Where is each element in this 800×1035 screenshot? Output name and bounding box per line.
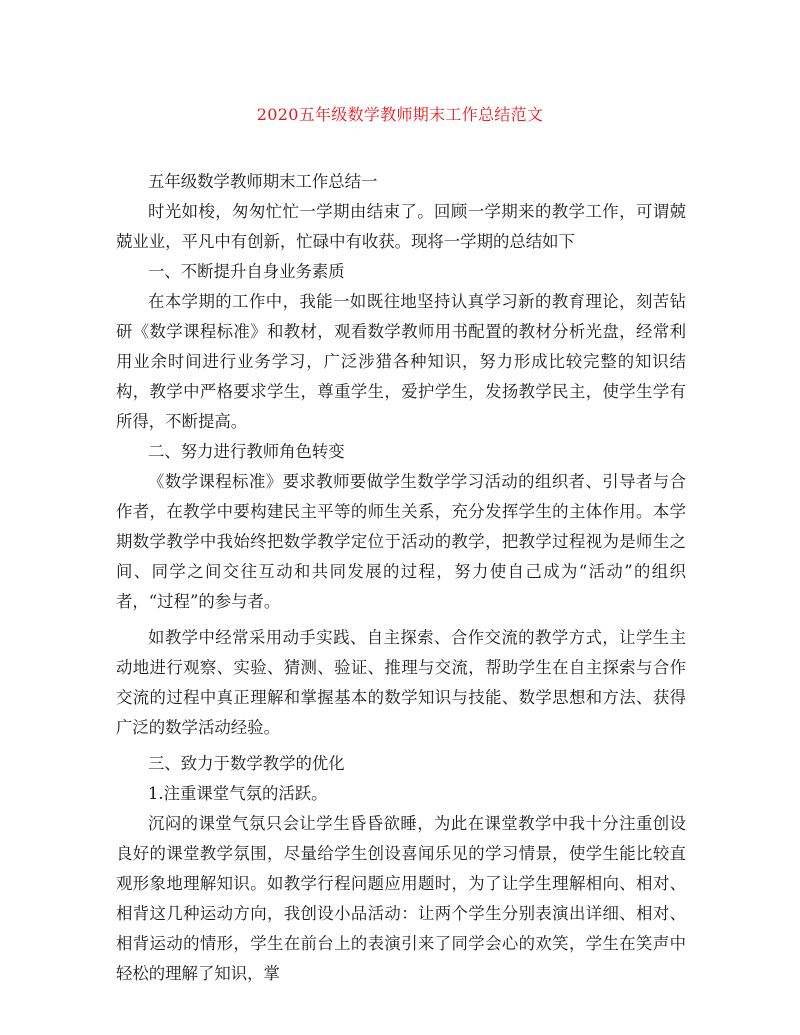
paragraph-section-2-example: 如教学中经常采用动手实践、自主探索、合作交流的教学方式，让学生主动地进行观察、实验、猜测、验证、推理与交流，帮助学生在自主探索与合作交流的过程中真正理解和掌握基本的数学知识与技能、数学思想和方法、获得广泛的数学活动经验。 (116, 628, 686, 737)
paragraph-section-1: 在本学期的工作中，我能一如既往地坚持认真学习新的教育理论，刻苦钻研《数学课程标准》和教材，观看数学教师用书配置的教材分析光盘，经常利用业余时间进行业务学习，广泛涉猎各种知识，努力形成比较完整的知识结构，教学中严格要求学生，尊重学生，爱护学生，发扬教学民主，使学生学有所得，不断提高。 (116, 292, 686, 431)
paragraph-section-3-1: 沉闷的课堂气氛只会让学生昏昏欲睡，为此在课堂教学中我十分注重创设良好的课堂教学氛围，尽量给学生创设喜闻乐见的学习情景，使学生能比较直观形象地理解知识。如教学行程问题应用题时，为了让学生理解相向、相对、相背这几种运动方向，我创设小品活动：让两个学生分别表演出详细、相对、相背运动的情形，学生在前台上的表演引来了同学会心的欢笑，学生在笑声中轻松的理解了知识，掌 (116, 814, 686, 983)
section-heading-summary: 五年级数学教师期末工作总结一 (148, 172, 378, 191)
subsection-heading-3-1: 1.注重课堂气氛的活跃。 (148, 784, 328, 803)
section-heading-1: 一、不断提升自身业务素质 (148, 262, 345, 281)
section-heading-3: 三、致力于数学教学的优化 (148, 754, 345, 773)
document-title: 2020五年级数学教师期末工作总结范文 (256, 105, 544, 124)
paragraph-section-2: 《数学课程标准》要求教师要做学生数学学习活动的组织者、引导者与合作者，在教学中要构建民主平等的师生关系，充分发挥学生的主体作用。本学期数学教学中我始终把数学教学定位于活动的教学，把教学过程视为是师生之间、同学之间交往互动和共同发展的过程，努力使自己成为“活动”的组织者，“过程”的参与者。 (116, 472, 686, 611)
document-body (116, 167, 686, 989)
paragraph-intro: 时光如梭，匆匆忙忙一学期由结束了。回顾一学期来的教学工作，可谓兢兢业业，平凡中有创新，忙碌中有收获。现将一学期的总结如下 (116, 202, 686, 251)
section-heading-2: 二、努力进行教师角色转变 (148, 442, 345, 461)
